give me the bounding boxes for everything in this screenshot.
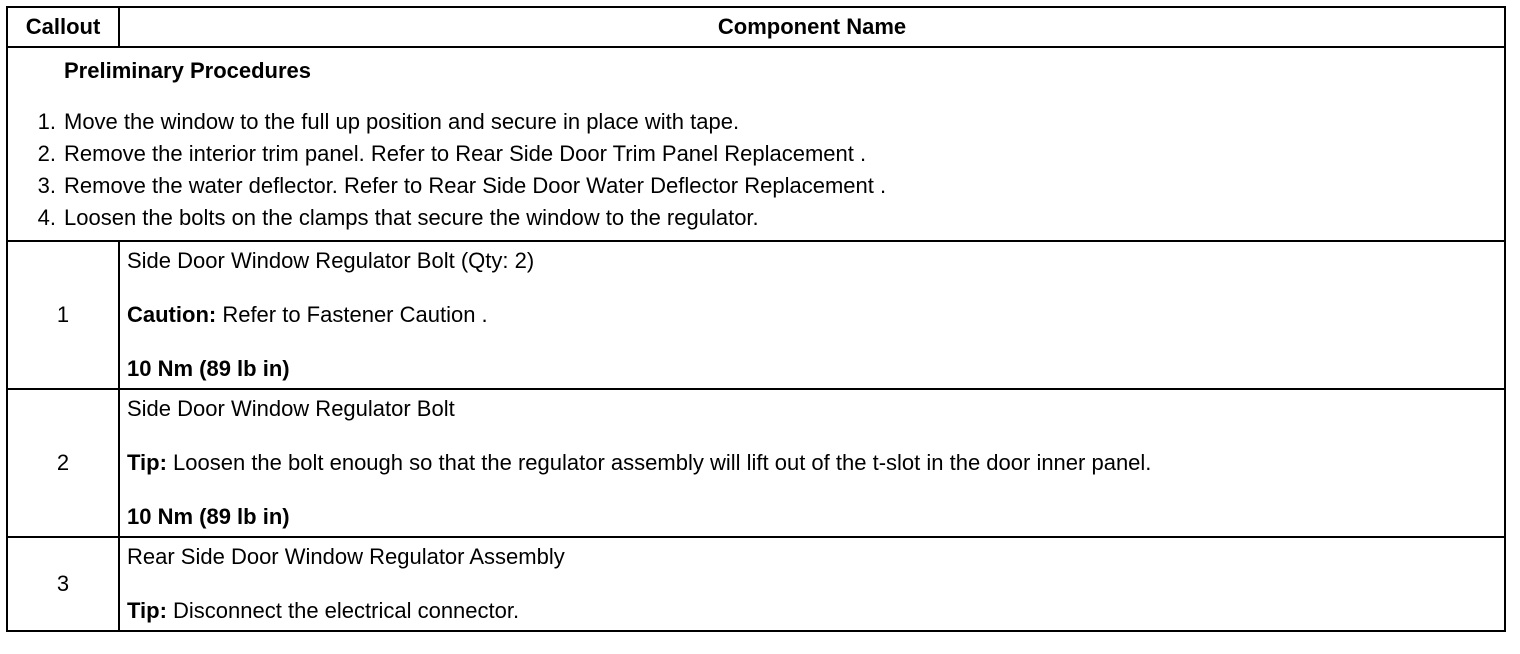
caution-label: Caution: bbox=[127, 302, 217, 327]
table-row bbox=[7, 537, 1505, 631]
preliminary-steps-list bbox=[8, 106, 1504, 234]
callout-number: 3 bbox=[7, 537, 119, 631]
component-name-column-header: Component Name bbox=[119, 7, 1505, 47]
step-number: 2. bbox=[37, 141, 56, 166]
caution-note bbox=[127, 302, 1504, 328]
tip-note bbox=[127, 598, 1504, 624]
procedure-table bbox=[6, 6, 1506, 632]
component-description bbox=[119, 241, 1505, 389]
callout-number: 1 bbox=[7, 241, 119, 389]
step-number: 4. bbox=[37, 205, 56, 230]
tip-label: Tip: bbox=[127, 450, 167, 475]
caution-text: Refer to Fastener Caution . bbox=[216, 302, 488, 327]
component-description bbox=[119, 389, 1505, 537]
list-item bbox=[8, 170, 1504, 202]
callout-column-header: Callout bbox=[7, 7, 119, 47]
step-text: Remove the interior trim panel. Refer to Rear Side Door Trim Panel Replacement . bbox=[64, 141, 867, 166]
callout-number: 2 bbox=[7, 389, 119, 537]
component-name: Side Door Window Regulator Bolt bbox=[127, 396, 455, 421]
step-number: 3. bbox=[37, 173, 56, 198]
table-row bbox=[7, 241, 1505, 389]
tip-label: Tip: bbox=[127, 598, 167, 623]
step-number: 1. bbox=[37, 109, 56, 134]
table-row bbox=[7, 389, 1505, 537]
table-header-row bbox=[7, 7, 1505, 47]
preliminary-procedures-cell bbox=[7, 47, 1505, 241]
procedure-table-container bbox=[6, 6, 1506, 632]
list-item bbox=[8, 106, 1504, 138]
preliminary-procedures-title: Preliminary Procedures bbox=[64, 58, 312, 83]
component-description bbox=[119, 537, 1505, 631]
torque-spec: 10 Nm (89 lb in) bbox=[127, 356, 290, 381]
tip-text: Disconnect the electrical connector. bbox=[166, 598, 520, 623]
component-name: Rear Side Door Window Regulator Assembly bbox=[127, 544, 565, 569]
step-text: Remove the water deflector. Refer to Rear Side Door Water Deflector Replacement . bbox=[64, 173, 887, 198]
preliminary-procedures-row bbox=[7, 47, 1505, 241]
list-item bbox=[8, 138, 1504, 170]
step-text: Move the window to the full up position and secure in place with tape. bbox=[64, 109, 740, 134]
list-item bbox=[8, 202, 1504, 234]
tip-text: Loosen the bolt enough so that the regulator assembly will lift out of the t-slot in the door inner panel. bbox=[166, 450, 1152, 475]
tip-note bbox=[127, 450, 1504, 476]
step-text: Loosen the bolts on the clamps that secure the window to the regulator. bbox=[64, 205, 759, 230]
torque-spec: 10 Nm (89 lb in) bbox=[127, 504, 290, 529]
component-name: Side Door Window Regulator Bolt (Qty: 2) bbox=[127, 248, 535, 273]
